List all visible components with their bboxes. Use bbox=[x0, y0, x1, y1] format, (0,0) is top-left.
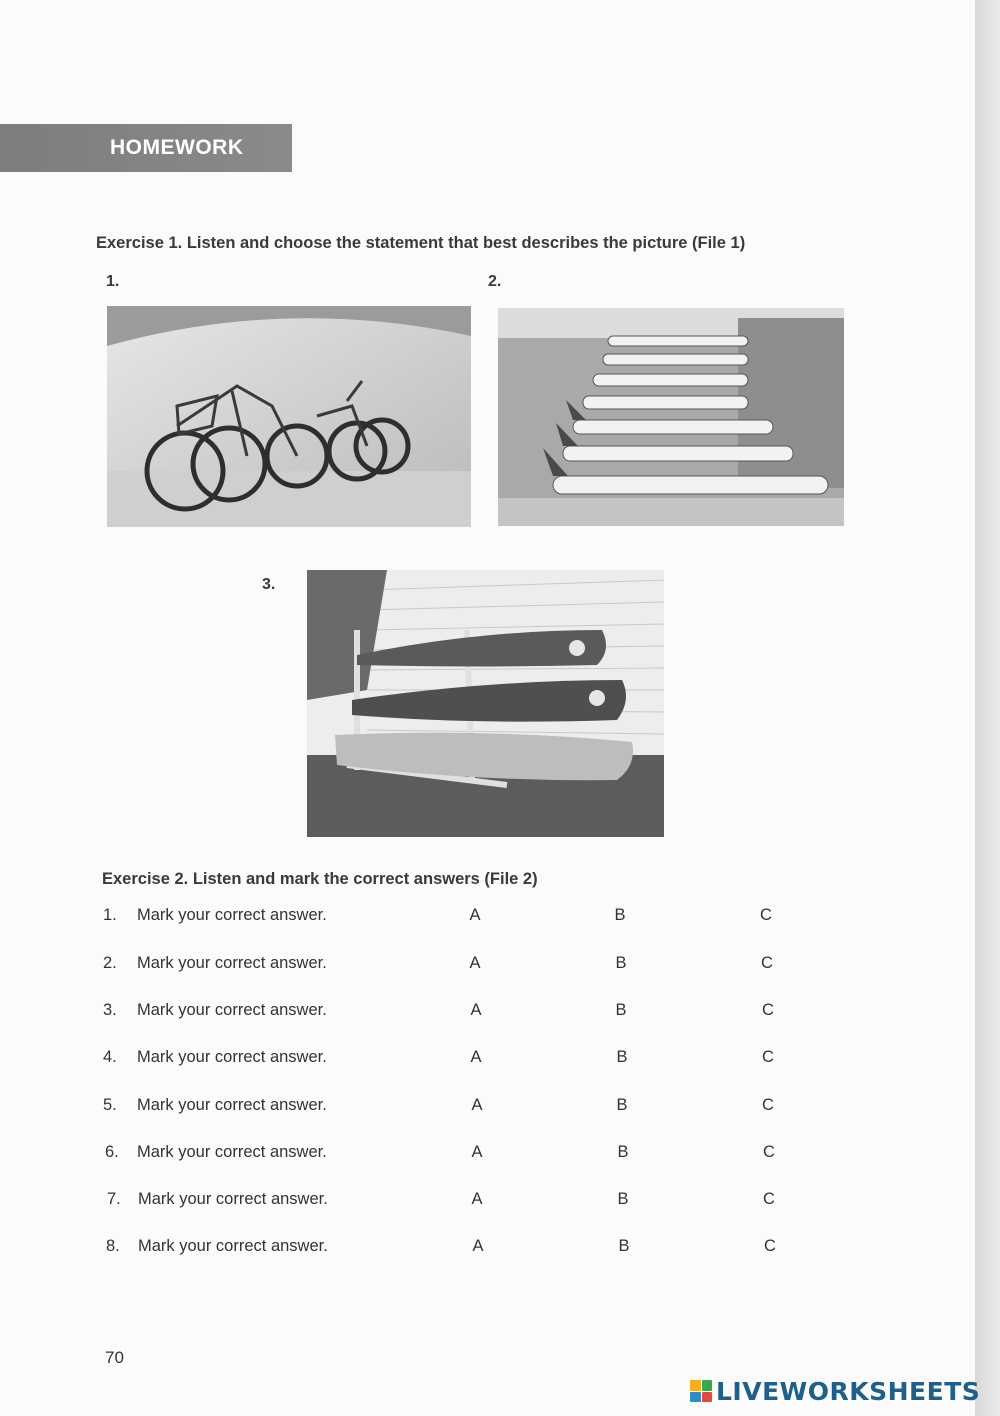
option-a[interactable]: A bbox=[469, 906, 481, 924]
page-edge-shadow bbox=[975, 0, 1000, 1416]
question-number: 4. bbox=[103, 1048, 117, 1066]
exercise2-heading: Exercise 2. Listen and mark the correct answers (File 2) bbox=[102, 870, 538, 888]
option-c[interactable]: C bbox=[762, 1001, 774, 1019]
option-c[interactable]: C bbox=[762, 1048, 774, 1066]
question-row-2 bbox=[0, 954, 975, 978]
question-number: 5. bbox=[103, 1096, 117, 1114]
question-row-7 bbox=[0, 1190, 975, 1214]
option-b[interactable]: B bbox=[616, 1048, 628, 1066]
question-number: 6. bbox=[105, 1143, 119, 1161]
exercise1-heading: Exercise 1. Listen and choose the statement that best describes the picture (File 1) bbox=[96, 234, 746, 252]
liveworksheets-logo-icon bbox=[690, 1380, 712, 1402]
question-text: Mark your correct answer. bbox=[137, 954, 327, 972]
canoes-photo bbox=[307, 570, 664, 837]
question-text: Mark your correct answer. bbox=[137, 906, 327, 924]
question-number: 3. bbox=[103, 1001, 117, 1019]
question-number: 2. bbox=[103, 954, 117, 972]
option-b[interactable]: B bbox=[617, 1190, 629, 1208]
option-b[interactable]: B bbox=[614, 906, 626, 924]
question-row-8 bbox=[0, 1237, 975, 1261]
picture-number-2: 2. bbox=[488, 273, 502, 290]
question-number: 8. bbox=[106, 1237, 120, 1255]
question-row-1 bbox=[0, 906, 975, 930]
option-c[interactable]: C bbox=[763, 1190, 775, 1208]
option-a[interactable]: A bbox=[470, 1048, 482, 1066]
question-row-5 bbox=[0, 1096, 975, 1120]
option-a[interactable]: A bbox=[472, 1237, 484, 1255]
option-c[interactable]: C bbox=[761, 954, 773, 972]
question-row-4 bbox=[0, 1048, 975, 1072]
option-a[interactable]: A bbox=[471, 1096, 483, 1114]
question-text: Mark your correct answer. bbox=[137, 1001, 327, 1019]
option-c[interactable]: C bbox=[763, 1143, 775, 1161]
question-text: Mark your correct answer. bbox=[138, 1190, 328, 1208]
bicycles-photo bbox=[107, 306, 471, 527]
option-a[interactable]: A bbox=[471, 1190, 483, 1208]
option-b[interactable]: B bbox=[616, 1096, 628, 1114]
option-a[interactable]: A bbox=[470, 1001, 482, 1019]
option-b[interactable]: B bbox=[615, 954, 627, 972]
question-row-3 bbox=[0, 1001, 975, 1025]
page-number: 70 bbox=[105, 1348, 124, 1367]
option-b[interactable]: B bbox=[615, 1001, 627, 1019]
picture-number-1: 1. bbox=[106, 273, 120, 290]
question-number: 7. bbox=[107, 1190, 121, 1208]
option-b[interactable]: B bbox=[617, 1143, 629, 1161]
airplanes-photo bbox=[498, 308, 844, 526]
option-c[interactable]: C bbox=[760, 906, 772, 924]
question-number: 1. bbox=[103, 906, 117, 924]
option-c[interactable]: C bbox=[764, 1237, 776, 1255]
option-c[interactable]: C bbox=[762, 1096, 774, 1114]
option-b[interactable]: B bbox=[618, 1237, 630, 1255]
question-text: Mark your correct answer. bbox=[138, 1237, 328, 1255]
option-a[interactable]: A bbox=[469, 954, 481, 972]
question-row-6 bbox=[0, 1143, 975, 1167]
homework-title: HOMEWORK bbox=[110, 136, 244, 159]
picture-number-3: 3. bbox=[262, 576, 276, 593]
option-a[interactable]: A bbox=[471, 1143, 483, 1161]
liveworksheets-brand bbox=[690, 1376, 980, 1406]
question-text: Mark your correct answer. bbox=[137, 1048, 327, 1066]
brand-name: LIVEWORKSHEETS bbox=[716, 1376, 981, 1406]
question-text: Mark your correct answer. bbox=[137, 1143, 327, 1161]
question-text: Mark your correct answer. bbox=[137, 1096, 327, 1114]
